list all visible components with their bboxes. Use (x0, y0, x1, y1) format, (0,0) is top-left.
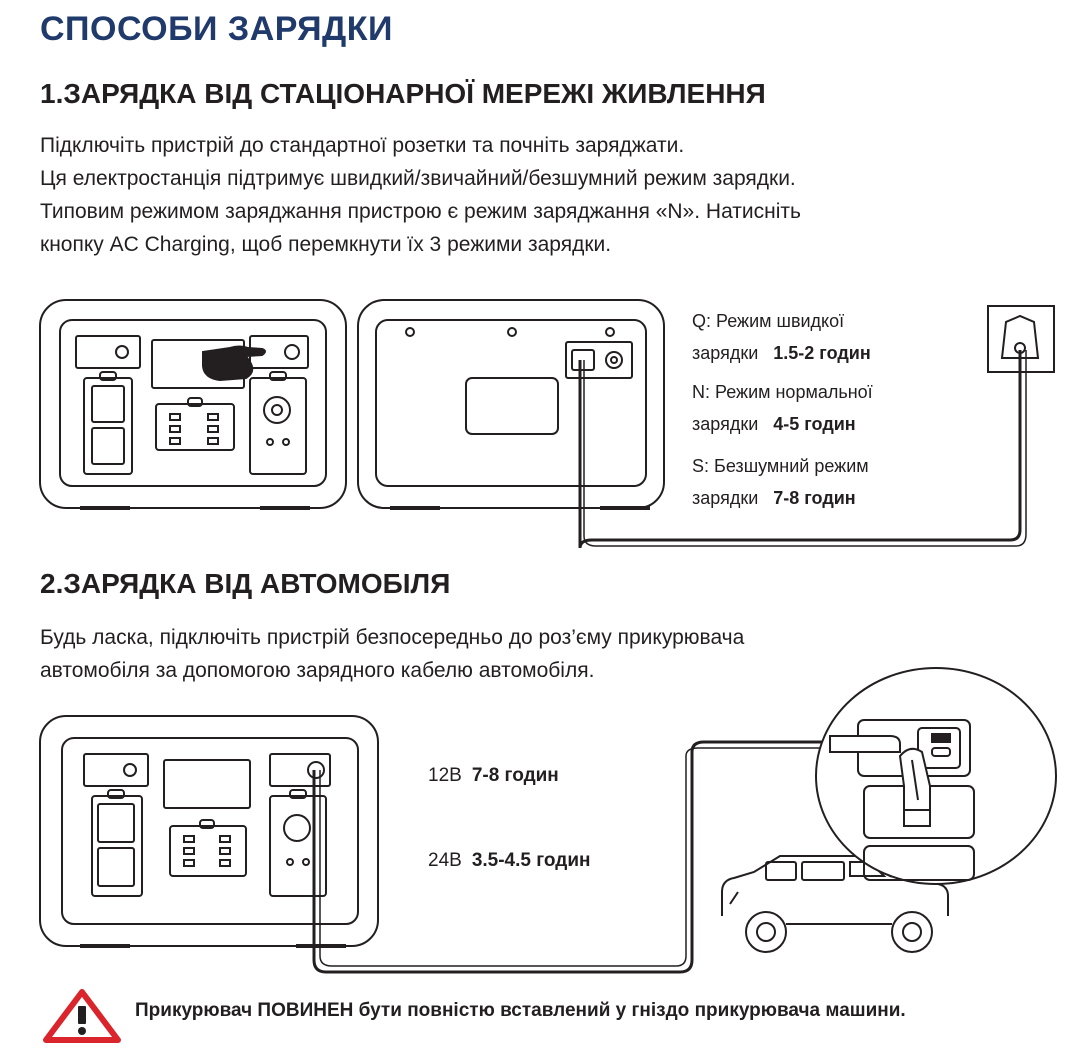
section1-line: кнопку AC Charging, щоб перемкнути їх 3 режими зарядки. (40, 233, 612, 256)
section2-heading: 2.ЗАРЯДКА ВІД АВТОМОБІЛЯ (40, 568, 451, 599)
mode-s-word: зарядки (692, 488, 759, 508)
mode-n-time: 4-5 годин (773, 414, 856, 434)
warning-text: Прикурювач ПОВИНЕН бути повністю вставлений у гніздо прикурювача машини. (135, 1000, 906, 1021)
mode-q-label: Q: Режим швидкої (692, 311, 845, 331)
warning-triangle-icon (46, 992, 118, 1040)
section1-heading: 1.ЗАРЯДКА ВІД СТАЦІОНАРНОЇ МЕРЕЖІ ЖИВЛЕННЯ (40, 78, 766, 109)
section1-line: Ця електростанція підтримує швидкий/звичайний/безшумний режим зарядки. (40, 167, 796, 190)
section2-line: Будь ласка, підключіть пристрій безпосередньо до роз’єму прикурювача (40, 626, 745, 649)
section1-line: Типовим режимом заряджання пристрою є режим заряджання «N». Натисніть (40, 200, 801, 223)
voltage-24v: 24В (428, 850, 462, 871)
time-24v: 3.5-4.5 годин (471, 850, 591, 871)
section2-line: автомобіля за допомогою зарядного кабелю автомобіля. (40, 659, 595, 682)
section1-line: Підключіть пристрій до стандартної розетки та почніть заряджати. (40, 134, 685, 157)
cigarette-lighter-detail-illustration (816, 668, 1056, 884)
power-station-front-illustration (40, 300, 346, 508)
mode-s-label: S: Безшумний режим (692, 456, 869, 476)
power-station-car-illustration (40, 716, 830, 972)
page-title: СПОСОБИ ЗАРЯДКИ (40, 10, 393, 48)
power-station-back-illustration (358, 300, 1026, 548)
mode-n-label: N: Режим нормальної (692, 382, 873, 402)
voltage-12v: 12В (428, 765, 462, 786)
mode-n-word: зарядки (692, 414, 759, 434)
time-12v: 7-8 годин (471, 765, 559, 786)
mode-s-time: 7-8 годин (773, 488, 856, 508)
mode-q-time: 1.5-2 годин (773, 343, 871, 363)
mode-q-word: зарядки (692, 343, 759, 363)
hand-pointer-icon (203, 347, 265, 381)
